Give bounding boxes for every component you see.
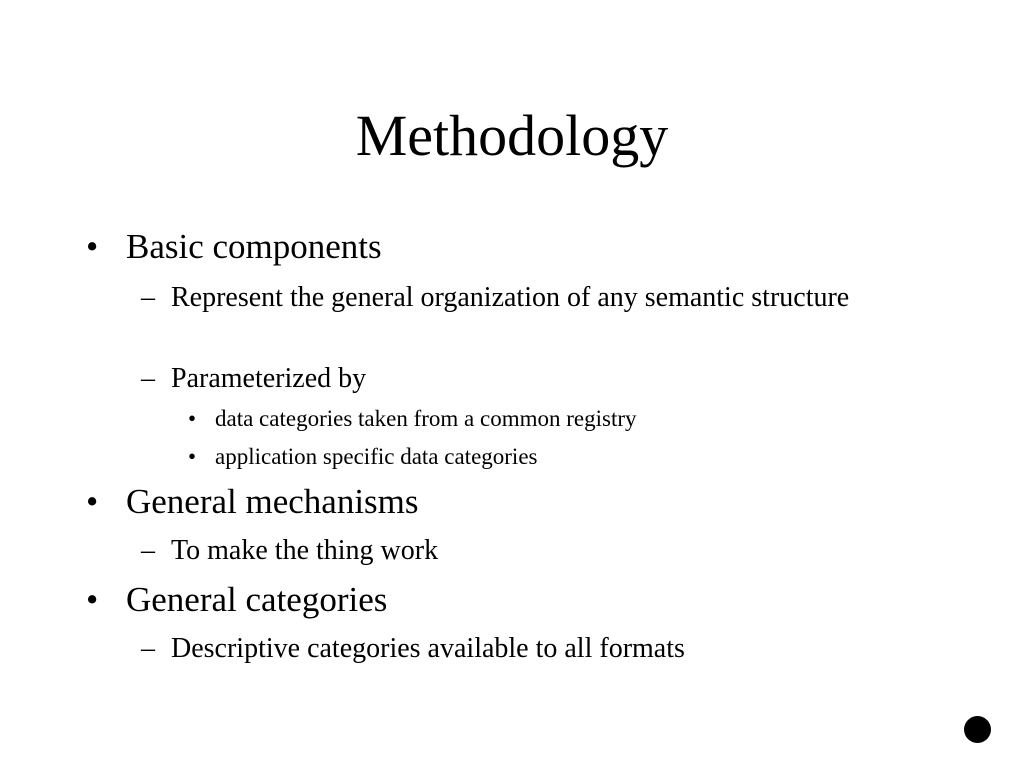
bullet-icon: • <box>86 227 99 266</box>
sub-sub-bullet-text: application specific data categories <box>215 444 538 469</box>
slide-nav-dot-icon[interactable] <box>964 716 991 743</box>
slide-title: Methodology <box>355 103 669 168</box>
sub-bullet-make-work <box>141 533 438 569</box>
dash-icon: – <box>141 363 155 394</box>
bullet-icon: • <box>188 444 197 469</box>
dash-icon: – <box>141 282 155 313</box>
sub-bullet-text: Descriptive categories available to all formats <box>171 633 685 664</box>
bullet-icon: • <box>188 406 197 431</box>
sub-sub-bullet-application <box>188 442 537 472</box>
sub-bullet-represent <box>141 280 901 316</box>
bullet-icon: • <box>86 482 99 521</box>
bullet-basic-components <box>86 226 382 268</box>
dash-icon: – <box>141 633 155 664</box>
sub-bullet-text: Parameterized by <box>171 363 367 394</box>
bullet-text: General categories <box>126 580 388 619</box>
bullet-text: Basic components <box>126 227 382 266</box>
bullet-text: General mechanisms <box>126 482 419 521</box>
sub-bullet-text: Represent the general organization of any semantic structure <box>171 282 850 313</box>
sub-bullet-parameterized <box>141 361 366 397</box>
sub-sub-bullet-registry <box>188 404 637 434</box>
bullet-general-categories <box>86 579 387 621</box>
sub-bullet-text: To make the thing work <box>171 535 439 566</box>
sub-bullet-descriptive <box>141 631 685 667</box>
bullet-icon: • <box>86 580 99 619</box>
sub-sub-bullet-text: data categories taken from a common registry <box>215 406 637 431</box>
dash-icon: – <box>141 535 155 566</box>
bullet-general-mechanisms <box>86 481 419 523</box>
